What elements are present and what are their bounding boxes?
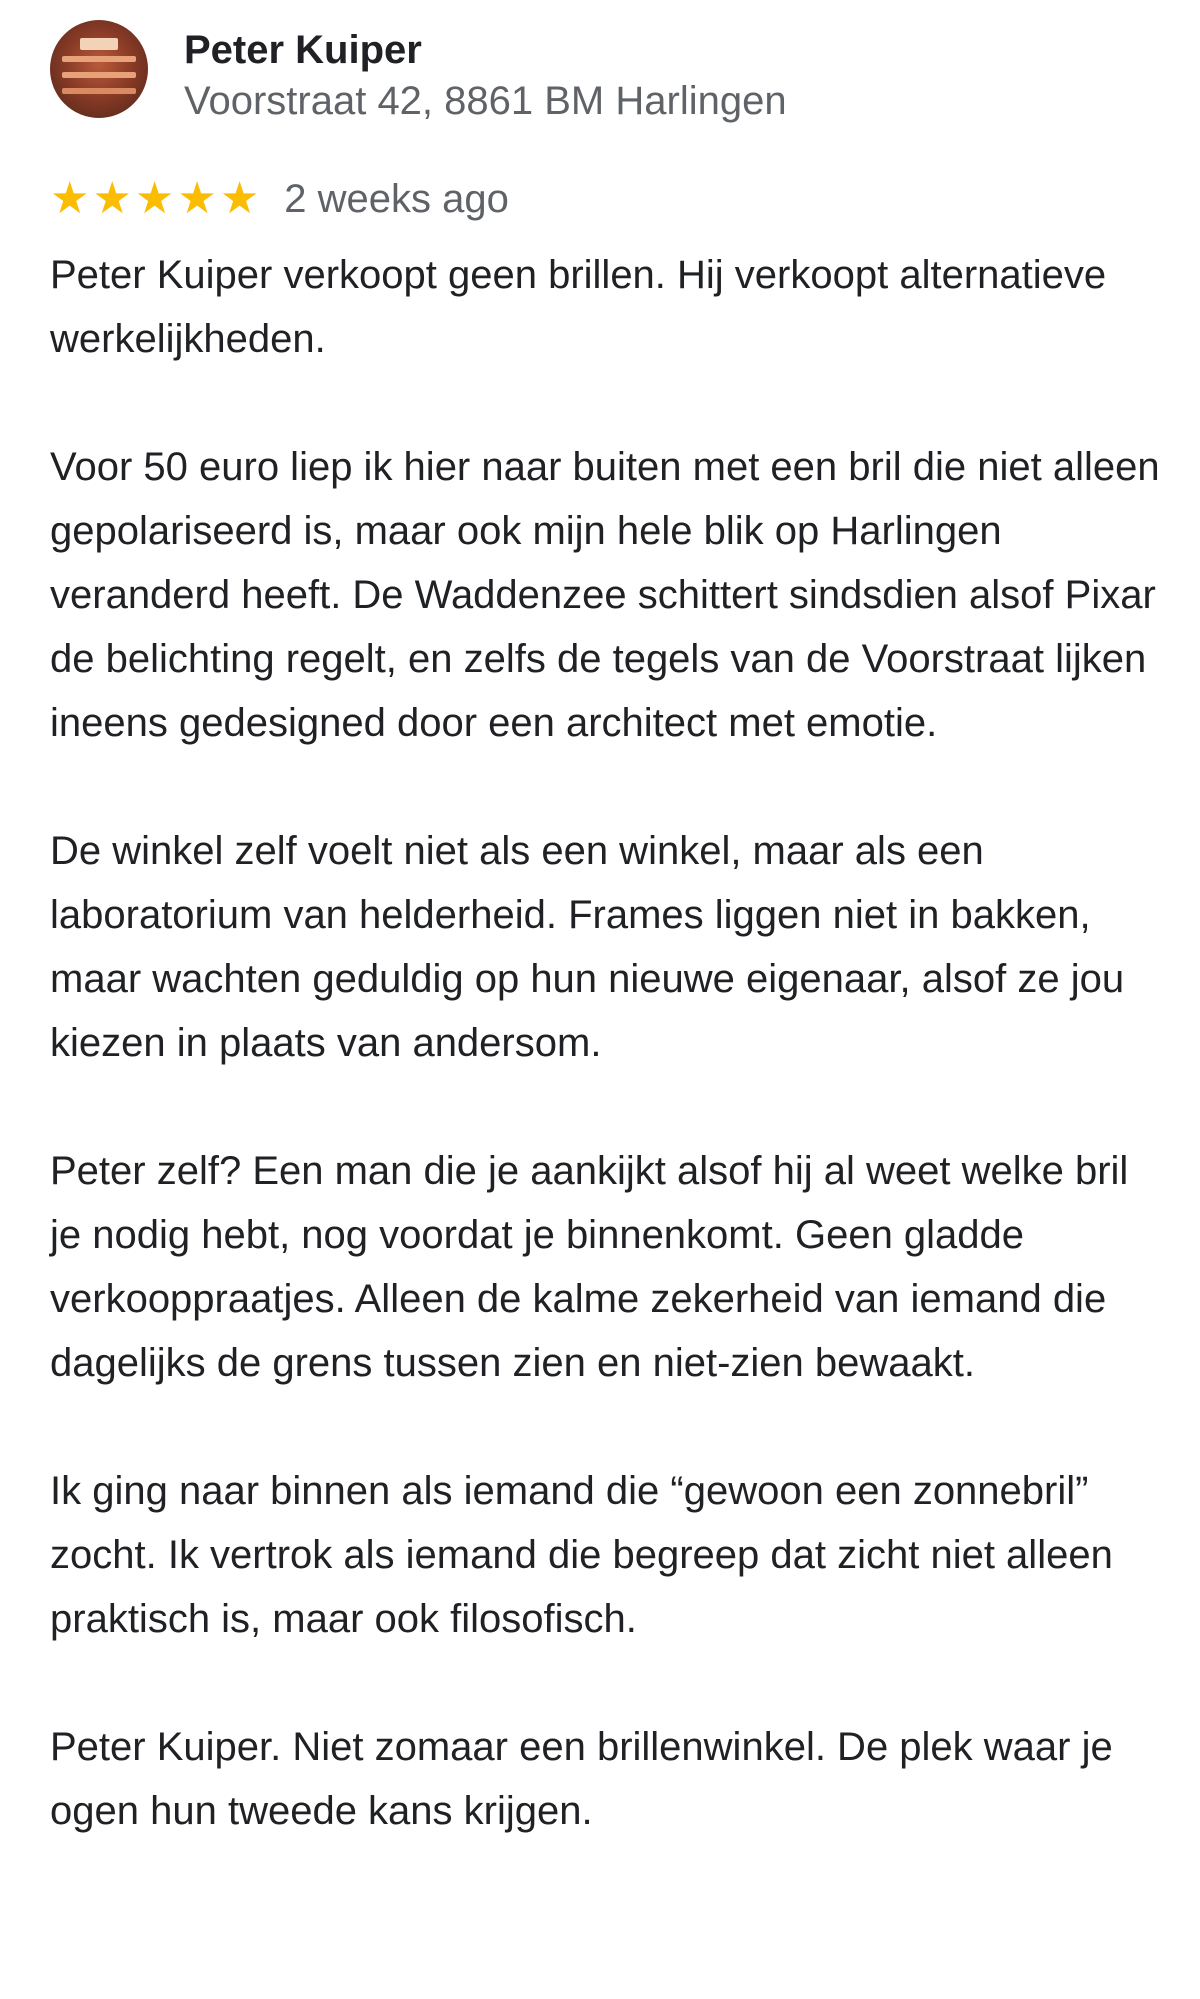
reviewer-name[interactable]: Peter Kuiper [184, 28, 422, 72]
star-rating [50, 174, 262, 223]
star-icon: ★ [50, 174, 90, 223]
review-paragraph: Peter zelf? Een man die je aankijkt alsof hij al weet welke bril je nodig hebt, nog voordat je binnenkomt. Geen gladde verkooppraatjes. Alleen de kalme zekerheid van iemand die dagelijks de grens tussen zien en niet-zien bewaakt. [50, 1149, 1129, 1385]
star-icon: ★ [92, 174, 132, 223]
review-date: 2 weeks ago [284, 176, 509, 221]
avatar[interactable] [50, 20, 148, 118]
review-text [50, 243, 1170, 1843]
star-icon: ★ [219, 174, 260, 223]
review-paragraph: Ik ging naar binnen als iemand die “gewoon een zonnebril” zocht. Ik vertrok als iemand die begreep dat zicht niet alleen praktisch is, maar ook filosofisch. [50, 1469, 1113, 1641]
star-icon: ★ [134, 174, 175, 223]
shelf [62, 56, 136, 62]
reviewer-info [184, 20, 787, 128]
review-paragraph: Peter Kuiper. Niet zomaar een brillenwinkel. De plek waar je ogen hun tweede kans krijgen. [50, 1725, 1113, 1833]
review-paragraph: De winkel zelf voelt niet als een winkel, maar als een laboratorium van helderheid. Frames liggen niet in bakken, maar wachten geduldig op hun nieuwe eigenaar, alsof ze jou kiezen in plaats van andersom. [50, 829, 1125, 1065]
review-paragraph: Voor 50 euro liep ik hier naar buiten met een bril die niet alleen gepolariseerd is, maar ook mijn hele blik op Harlingen veranderd heeft. De Waddenzee schittert sindsdien alsof Pixar de belichting regelt, en zelfs de tegels van de Voorstraat lijken ineens gedesigned door een architect met emotie. [50, 445, 1160, 745]
rating-row [50, 173, 509, 225]
shelf [62, 88, 136, 94]
shelf [62, 72, 136, 78]
review-header [50, 20, 787, 128]
storefront-window [80, 38, 118, 50]
star-icon: ★ [177, 174, 217, 223]
reviewer-address: Voorstraat 42, 8861 BM Harlingen [184, 79, 787, 123]
review-paragraph: Peter Kuiper verkoopt geen brillen. Hij verkoopt alternatieve werkelijkheden. [50, 253, 1107, 361]
